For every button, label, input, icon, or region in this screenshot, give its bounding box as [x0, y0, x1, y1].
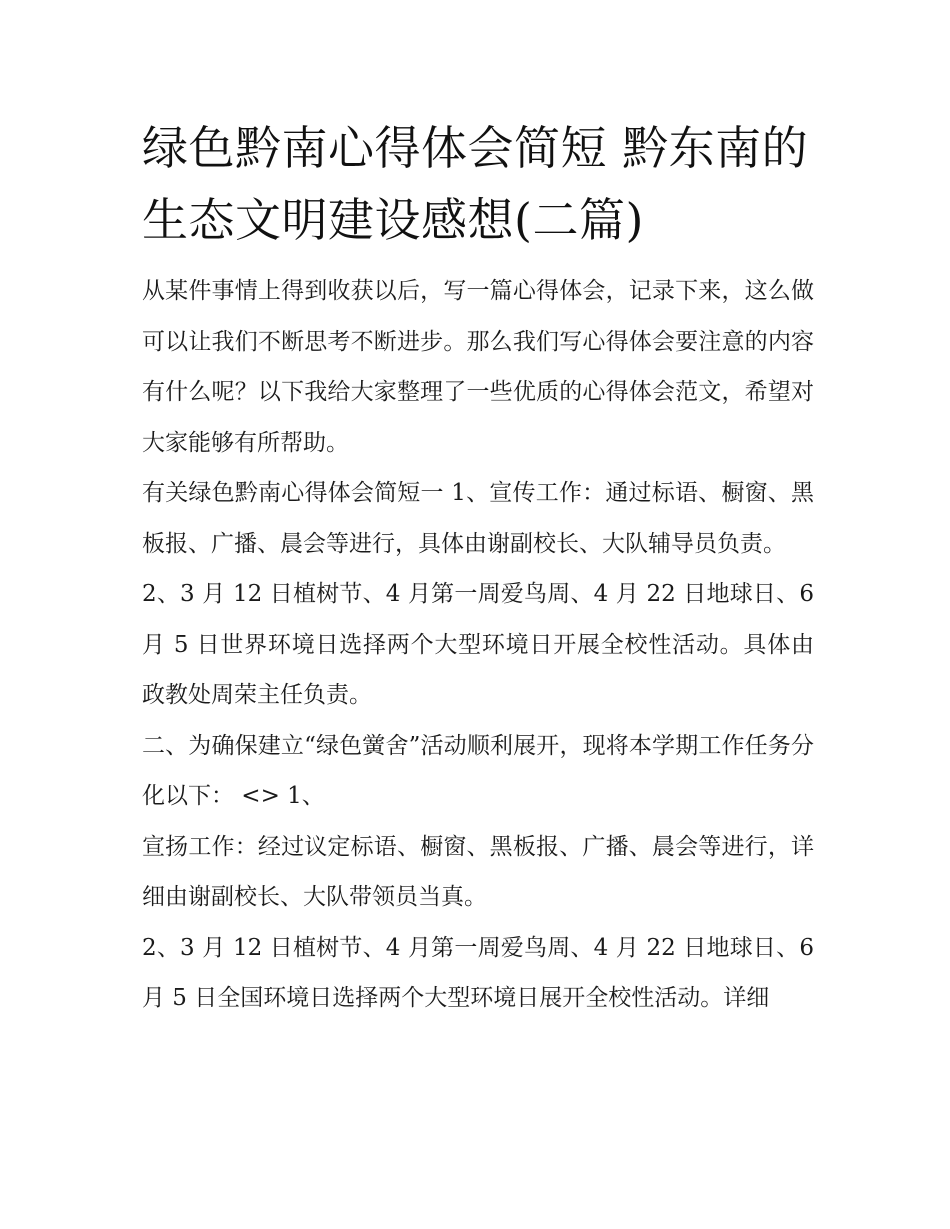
document-page: [142, 112, 814, 1024]
paragraph-publicity-work: 有关绿色黔南心得体会简短一 1、宣传工作：通过标语、橱窗、黑板报、广播、晨会等进行，具体由谢副校长、大队辅导员负责。: [142, 480, 814, 557]
paragraph-task-division: 二、为确保建立“绿色黉舍”活动顺利展开，现将本学期工作任务分化以下： <> 1、: [142, 732, 814, 809]
paragraph-environment-days: 2、3 月 12 日植树节、4 月第一周爱鸟周、4 月 22 日地球日、6 月 5 日世界环境日选择两个大型环境日开展全校性活动。具体由政教处周荣主任负责。: [142, 581, 814, 708]
paragraph-intro: 从某件事情上得到收获以后，写一篇心得体会，记录下来，这么做可以让我们不断思考不断进步。那么我们写心得体会要注意的内容有什么呢？以下我给大家整理了一些优质的心得体会范文，希望对大家能够有所帮助。: [142, 278, 814, 456]
paragraph-publicity-work-variant: 宣扬工作：经过议定标语、橱窗、黑板报、广播、晨会等进行，详细由谢副校长、大队带领员当真。: [142, 833, 814, 910]
paragraph-environment-days-variant: 2、3 月 12 日植树节、4 月第一周爱鸟周、4 月 22 日地球日、6 月 5 日全国环境日选择两个大型环境日展开全校性活动。详细: [142, 934, 814, 1011]
document-title: 绿色黔南心得体会简短 黔东南的生态文明建设感想(二篇): [142, 121, 809, 247]
